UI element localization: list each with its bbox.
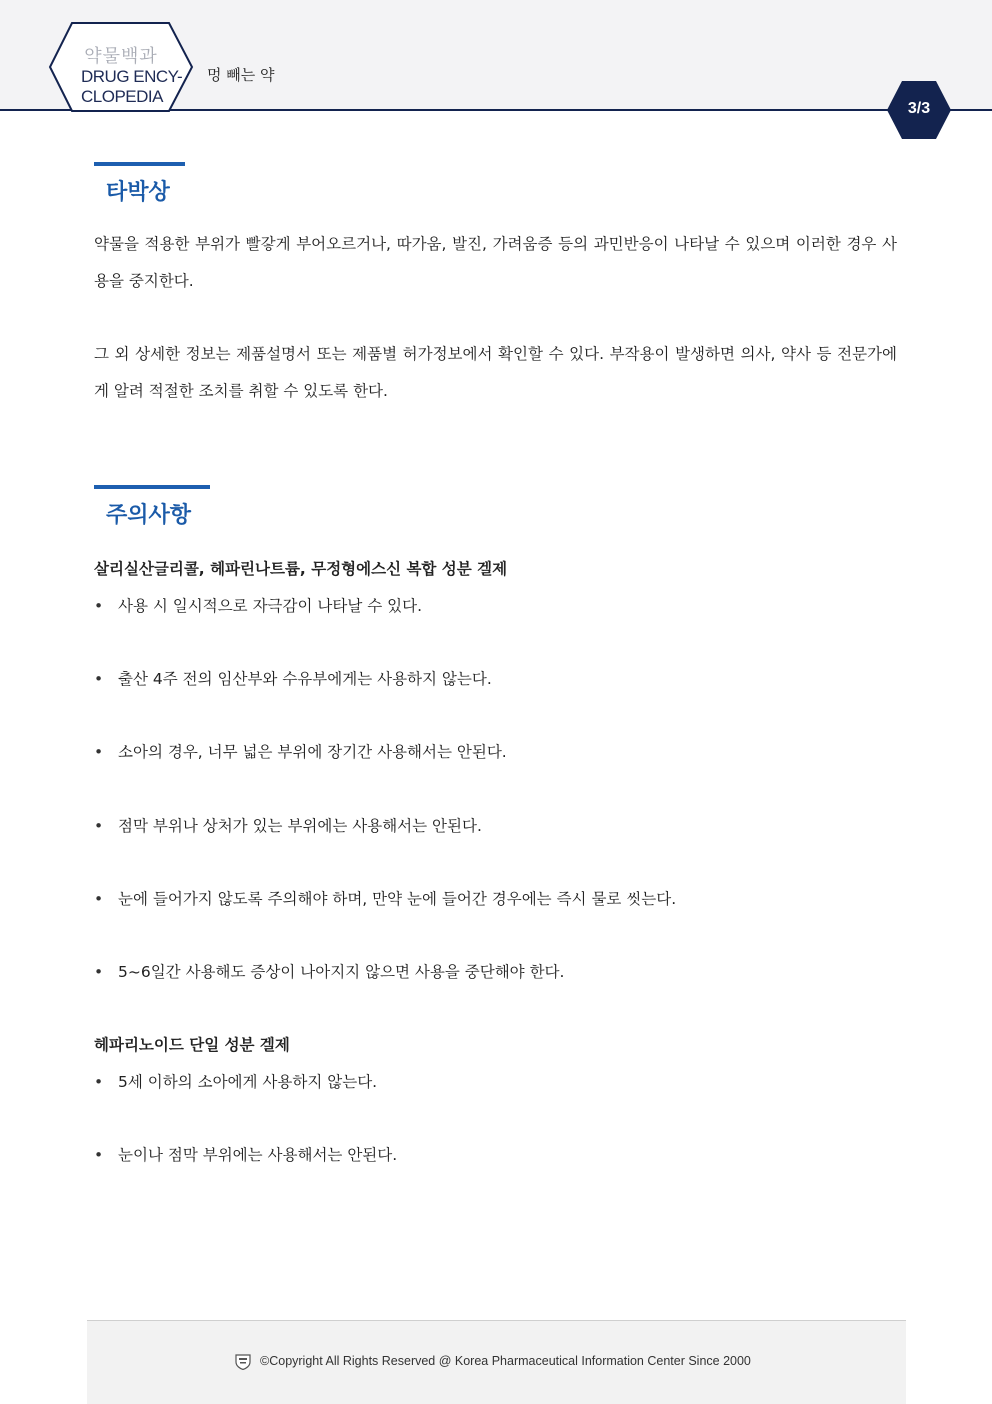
crest-icon [235, 1353, 251, 1370]
section-title-precautions: 주의사항 [106, 503, 192, 528]
list-item: • 5~6일간 사용해도 증상이 나아지지 않으면 사용을 중단해야 한다. [94, 963, 565, 981]
group-heading-combo-gel: 살리실산글리콜, 헤파린나트륨, 무정형에스신 복합 성분 겔제 [94, 560, 508, 578]
logo-korean-text: 약물백과 [84, 46, 158, 67]
list-item: • 눈이나 점막 부위에는 사용해서는 안된다. [94, 1146, 398, 1164]
list-item: • 출산 4주 전의 임산부와 수유부에게는 사용하지 않는다. [94, 670, 492, 688]
page-indicator: 3/3 [907, 100, 931, 117]
list-item: • 소아의 경우, 너무 넓은 부위에 장기간 사용해서는 안된다. [94, 743, 507, 761]
list-item: • 5세 이하의 소아에게 사용하지 않는다. [94, 1073, 378, 1091]
section-accent-bar [94, 485, 210, 489]
list-item: • 점막 부위나 상처가 있는 부위에는 사용해서는 안된다. [94, 817, 482, 835]
document-title: 멍 빼는 약 [207, 66, 275, 84]
list-item: • 눈에 들어가지 않도록 주의해야 하며, 만약 눈에 들어간 경우에는 즉시 물로 씻는다. [94, 890, 677, 908]
logo-text-line1: DRUG ENCY- [81, 67, 183, 86]
section-title-bruise: 타박상 [106, 180, 170, 205]
group-heading-heparinoid-gel: 헤파리노이드 단일 성분 겔제 [94, 1036, 290, 1054]
list-item: • 사용 시 일시적으로 자극감이 나타날 수 있다. [94, 597, 423, 615]
paragraph-more-info: 그 외 상세한 정보는 제품설명서 또는 제품별 허가정보에서 확인할 수 있다. 부작용이 발생하면 의사, 약사 등 전문가에게 알려 적절한 조치를 취할 수 있도록 한다. [94, 345, 897, 400]
copyright-text: ©Copyright All Rights Reserved @ Korea Pharmaceutical Information Center Since 2000 [260, 1354, 751, 1368]
section-accent-bar [94, 162, 185, 166]
logo-text-line2: CLOPEDIA [81, 87, 163, 106]
paragraph-side-effects: 약물을 적용한 부위가 빨갛게 부어오르거나, 따가움, 발진, 가려움증 등의 과민반응이 나타날 수 있으며 이러한 경우 사용을 중지한다. [94, 235, 897, 290]
